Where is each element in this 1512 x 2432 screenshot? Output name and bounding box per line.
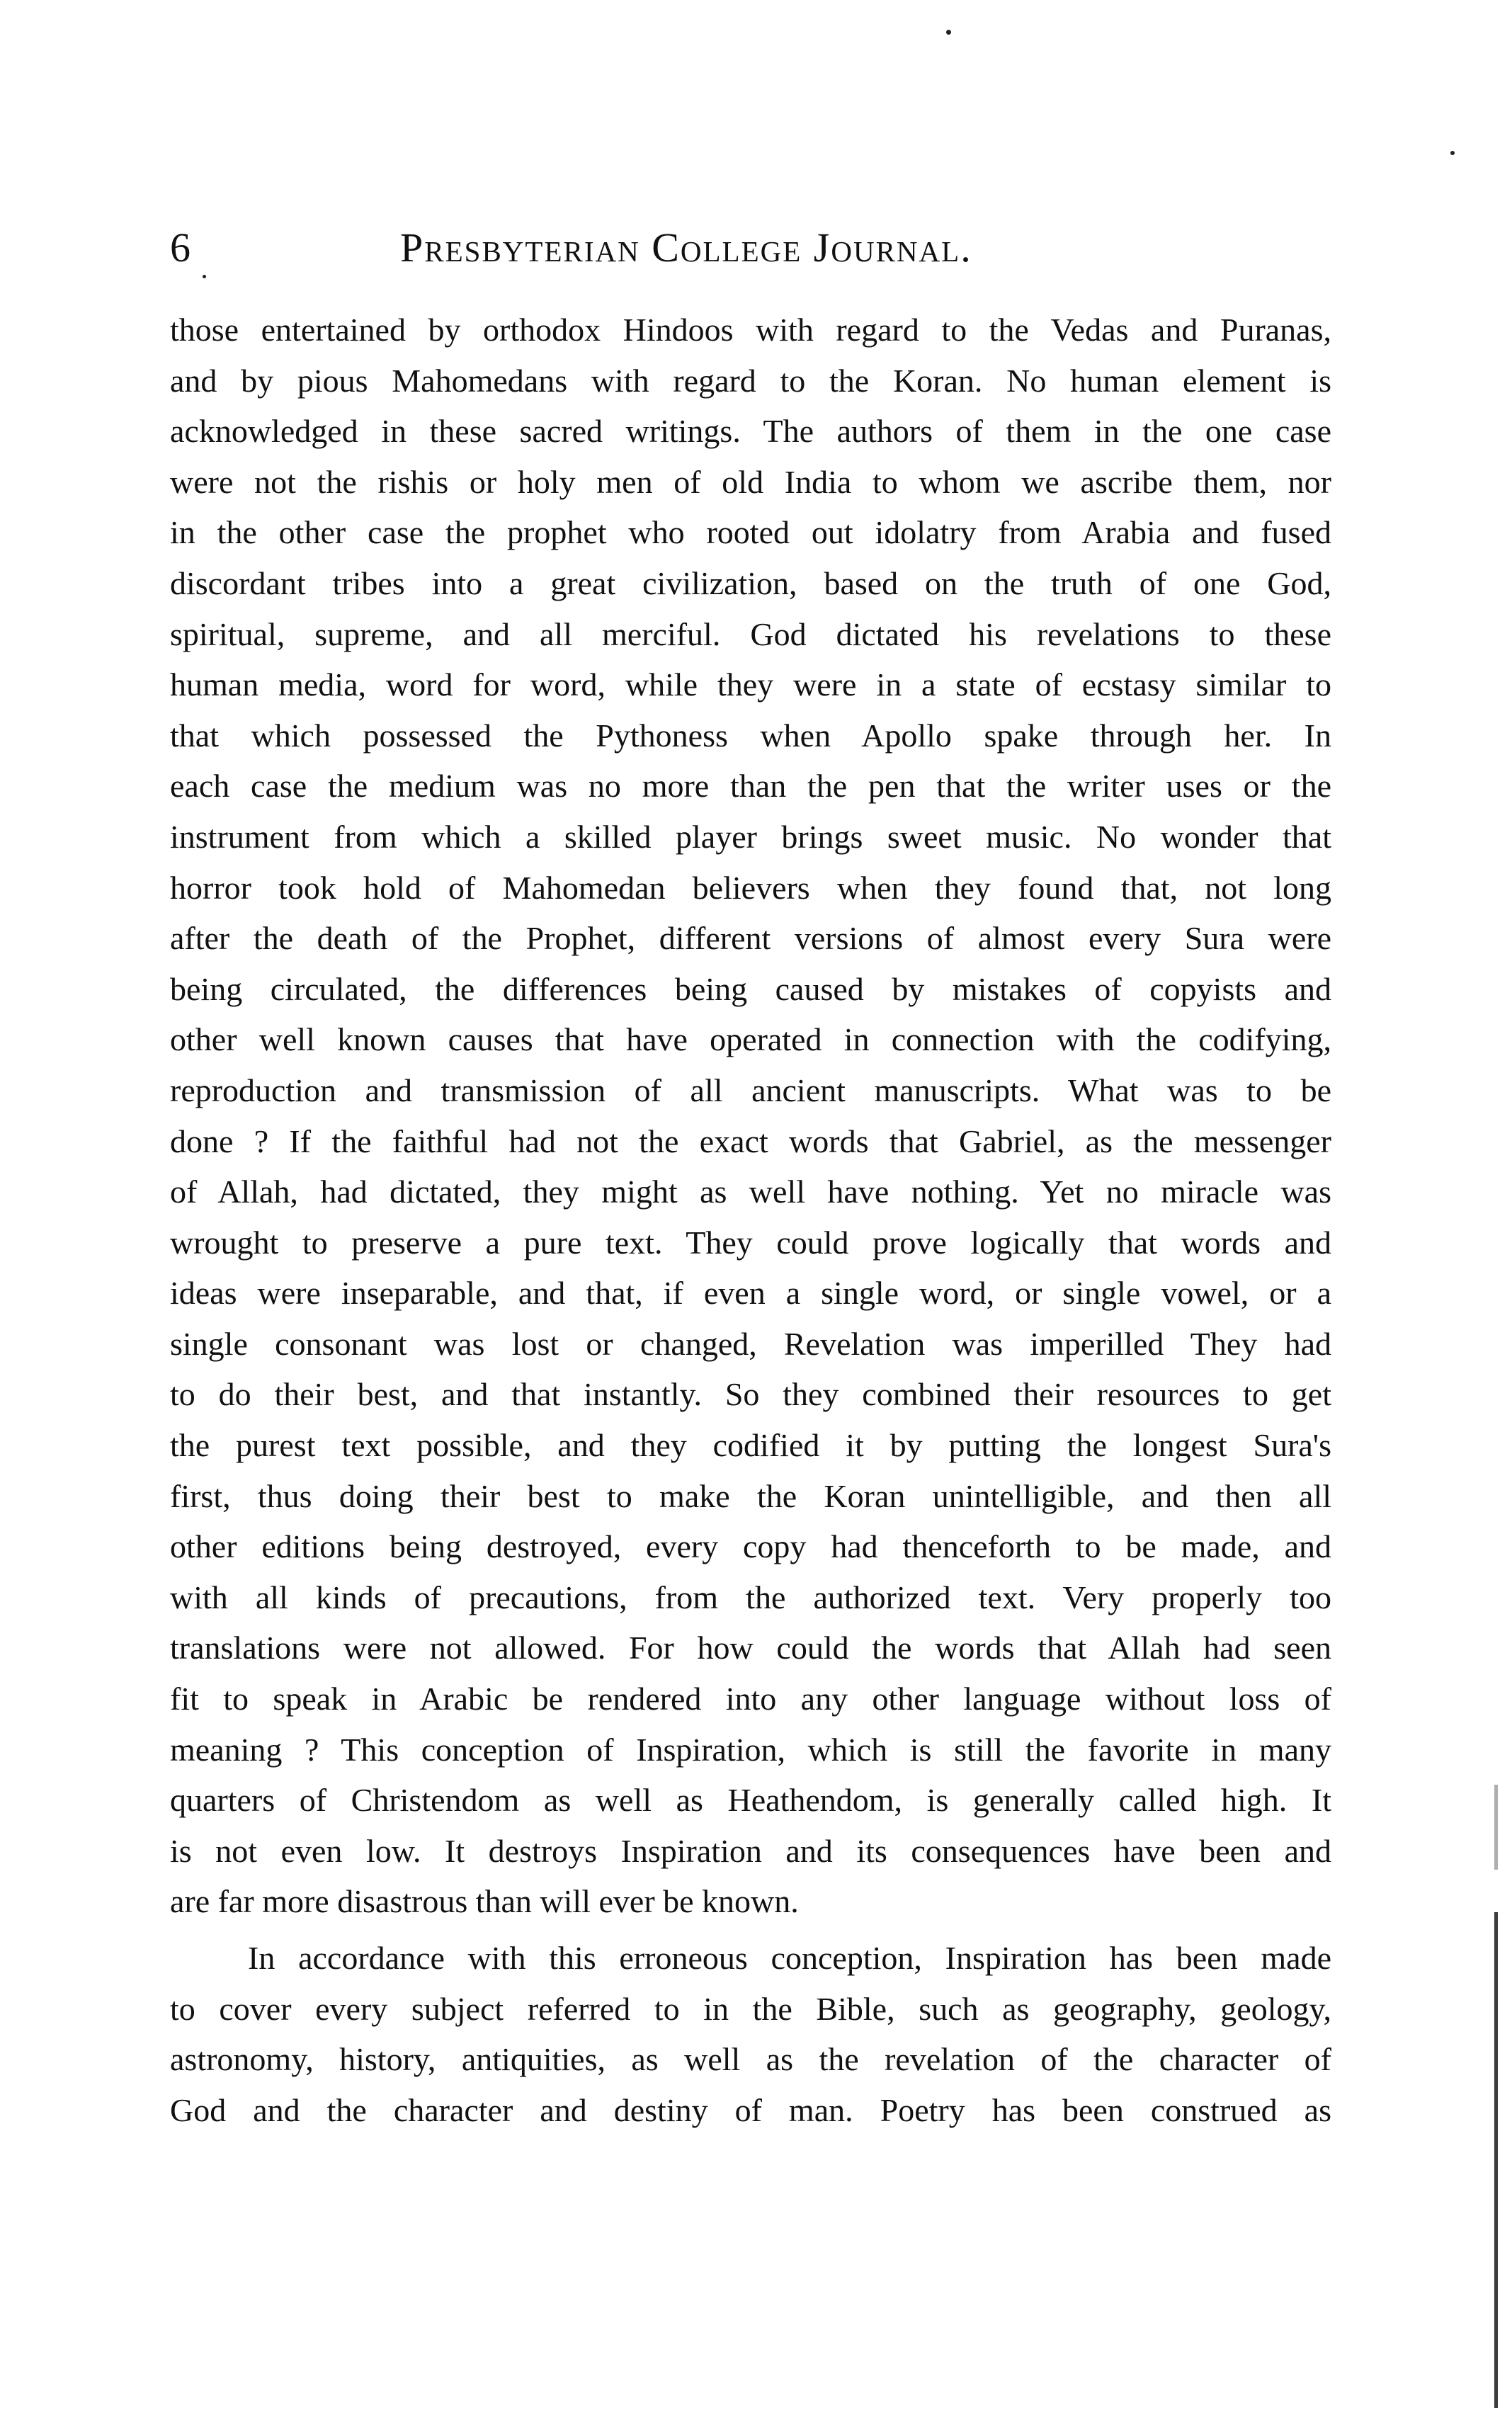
text-line: those entertained by orthodox Hindoos with regard to the Vedas and Puranas, <box>170 312 1331 348</box>
text-line: and by pious Mahomedans with regard to the Koran. No human element is <box>170 362 1331 399</box>
scan-speck <box>1450 151 1455 155</box>
text-line: translations were not allowed. For how could the words that Allah had seen <box>170 1630 1331 1666</box>
text-line: other editions being destroyed, every copy had thenceforth to be made, and <box>170 1528 1331 1565</box>
text-line: discordant tribes into a great civilization, based on the truth of one God, <box>170 564 1331 601</box>
page-header <box>170 216 1331 280</box>
paragraph <box>170 1933 1331 2135</box>
text-line: single consonant was lost or changed, Revelation was imperilled They had <box>170 1325 1331 1362</box>
text-line: ideas were inseparable, and that, if even a single word, or single vowel, or a <box>170 1275 1331 1312</box>
text-line: instrument from which a skilled player brings sweet music. No wonder that <box>170 818 1331 855</box>
text-line: of Allah, had dictated, they might as well have nothing. Yet no miracle was <box>170 1174 1331 1210</box>
scan-speck <box>946 30 951 35</box>
page-number: 6 <box>170 225 191 271</box>
text-line: astronomy, history, antiquities, as well as the revelation of the character of <box>170 2041 1331 2078</box>
text-line: meaning ? This conception of Inspiration, which is still the favorite in many <box>170 1731 1331 1768</box>
text-line: acknowledged in these sacred writings. The authors of them in the one case <box>170 413 1331 450</box>
text-line: are far more disastrous than will ever be known. <box>170 1883 799 1920</box>
text-line: each case the medium was no more than the pen that the writer uses or the <box>170 768 1331 805</box>
text-line: fit to speak in Arabic be rendered into any other language without loss of <box>170 1681 1331 1717</box>
text-line: after the death of the Prophet, different versions of almost every Sura were <box>170 920 1331 957</box>
paragraph-gap <box>170 1927 1331 1933</box>
text-line: spiritual, supreme, and all merciful. God dictated his revelations to these <box>170 615 1331 652</box>
text-line: In accordance with this erroneous conception, Inspiration has been made <box>248 1940 1331 1976</box>
text-line: other well known causes that have operated in connection with the codifying, <box>170 1021 1331 1058</box>
text-line: human media, word for word, while they were in a state of ecstasy similar to <box>170 666 1331 703</box>
text-line: done ? If the faithful had not the exact words that Gabriel, as the messenger <box>170 1123 1331 1159</box>
scan-edge-mark <box>1494 1912 1498 2408</box>
text-line: with all kinds of precautions, from the authorized text. Very properly too <box>170 1579 1331 1615</box>
text-line: quarters of Christendom as well as Heathendom, is generally called high. It <box>170 1782 1331 1819</box>
scan-edge-mark <box>1494 1785 1498 1870</box>
text-line: reproduction and transmission of all ancient manuscripts. What was to be <box>170 1072 1331 1108</box>
text-line: is not even low. It destroys Inspiration and its consequences have been and <box>170 1832 1331 1869</box>
text-line: first, thus doing their best to make the Koran unintelligible, and then all <box>170 1477 1331 1514</box>
running-title: Presbyterian College Journal. <box>400 225 972 271</box>
text-line: to cover every subject referred to in the Bible, such as geography, geology, <box>170 1990 1331 2027</box>
text-line: horror took hold of Mahomedan believers when they found that, not long <box>170 869 1331 906</box>
text-line: in the other case the prophet who rooted out idolatry from Arabia and fused <box>170 514 1331 551</box>
text-line: the purest text possible, and they codified it by putting the longest Sura's <box>170 1427 1331 1464</box>
text-line: being circulated, the differences being caused by mistakes of copyists and <box>170 970 1331 1007</box>
text-line: were not the rishis or holy men of old India to whom we ascribe them, nor <box>170 463 1331 500</box>
text-line: that which possessed the Pythoness when Apollo spake through her. In <box>170 717 1331 754</box>
text-line: to do their best, and that instantly. So they combined their resources to get <box>170 1376 1331 1413</box>
paragraph <box>170 305 1331 1927</box>
text-line: God and the character and destiny of man. Poetry has been construed as <box>170 2091 1331 2128</box>
body-text <box>170 305 1331 2135</box>
text-line: wrought to preserve a pure text. They could prove logically that words and <box>170 1224 1331 1261</box>
